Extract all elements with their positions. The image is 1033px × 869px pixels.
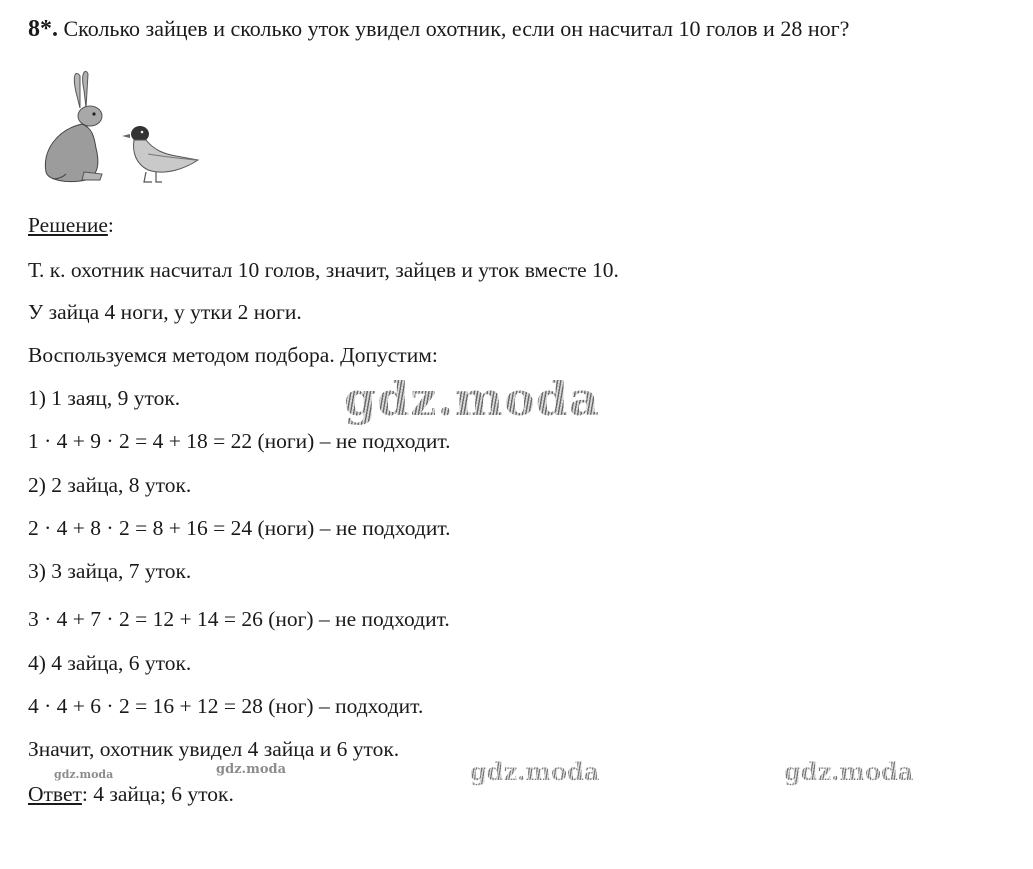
solution-line: 3) 3 зайца, 7 уток. <box>28 559 192 583</box>
solution-line: Воспользуемся методом подбора. Допустим: <box>28 343 438 367</box>
watermark: gdz.moda <box>216 762 287 777</box>
solution-line: 2) 2 зайца, 8 уток. <box>28 473 192 497</box>
illustration <box>36 68 206 188</box>
task-text: Сколько зайцев и сколько уток увидел охотник, если он насчитал 10 голов и 28 ног? <box>63 16 850 41</box>
solution-line: У зайца 4 ноги, у утки 2 ноги. <box>28 300 302 324</box>
watermark: gdz.moda <box>470 757 600 786</box>
duck-icon <box>122 126 198 182</box>
watermark: gdz.moda <box>784 757 914 786</box>
solution-line: 4 · 4 + 6 · 2 = 16 + 12 = 28 (ног) – подходит. <box>28 694 424 718</box>
solution-line: Значит, охотник увидел 4 зайца и 6 уток. <box>28 737 400 761</box>
solution-line: 4) 4 зайца, 6 уток. <box>28 651 192 675</box>
solution-line: 3 · 4 + 7 · 2 = 12 + 14 = 26 (ног) – не подходит. <box>28 607 450 631</box>
solution-line: 1 · 4 + 9 · 2 = 4 + 18 = 22 (ноги) – не подходит. <box>28 429 451 453</box>
solution-heading: Решение: <box>28 213 114 237</box>
task-number: 8*. <box>28 16 58 42</box>
watermark: gdz.moda <box>54 768 114 781</box>
watermark: gdz.moda <box>344 372 600 426</box>
solution-line: 2 · 4 + 8 · 2 = 8 + 16 = 24 (ноги) – не подходит. <box>28 516 451 540</box>
task-statement <box>28 16 849 43</box>
solution-line: Т. к. охотник насчитал 10 голов, значит, зайцев и уток вместе 10. <box>28 258 619 282</box>
answer-text: : 4 зайца; 6 уток. <box>81 782 234 806</box>
hare-icon <box>45 71 102 181</box>
solution-line: 1) 1 заяц, 9 уток. <box>28 386 181 410</box>
answer-line <box>28 782 234 807</box>
answer-label: Ответ <box>28 782 82 806</box>
